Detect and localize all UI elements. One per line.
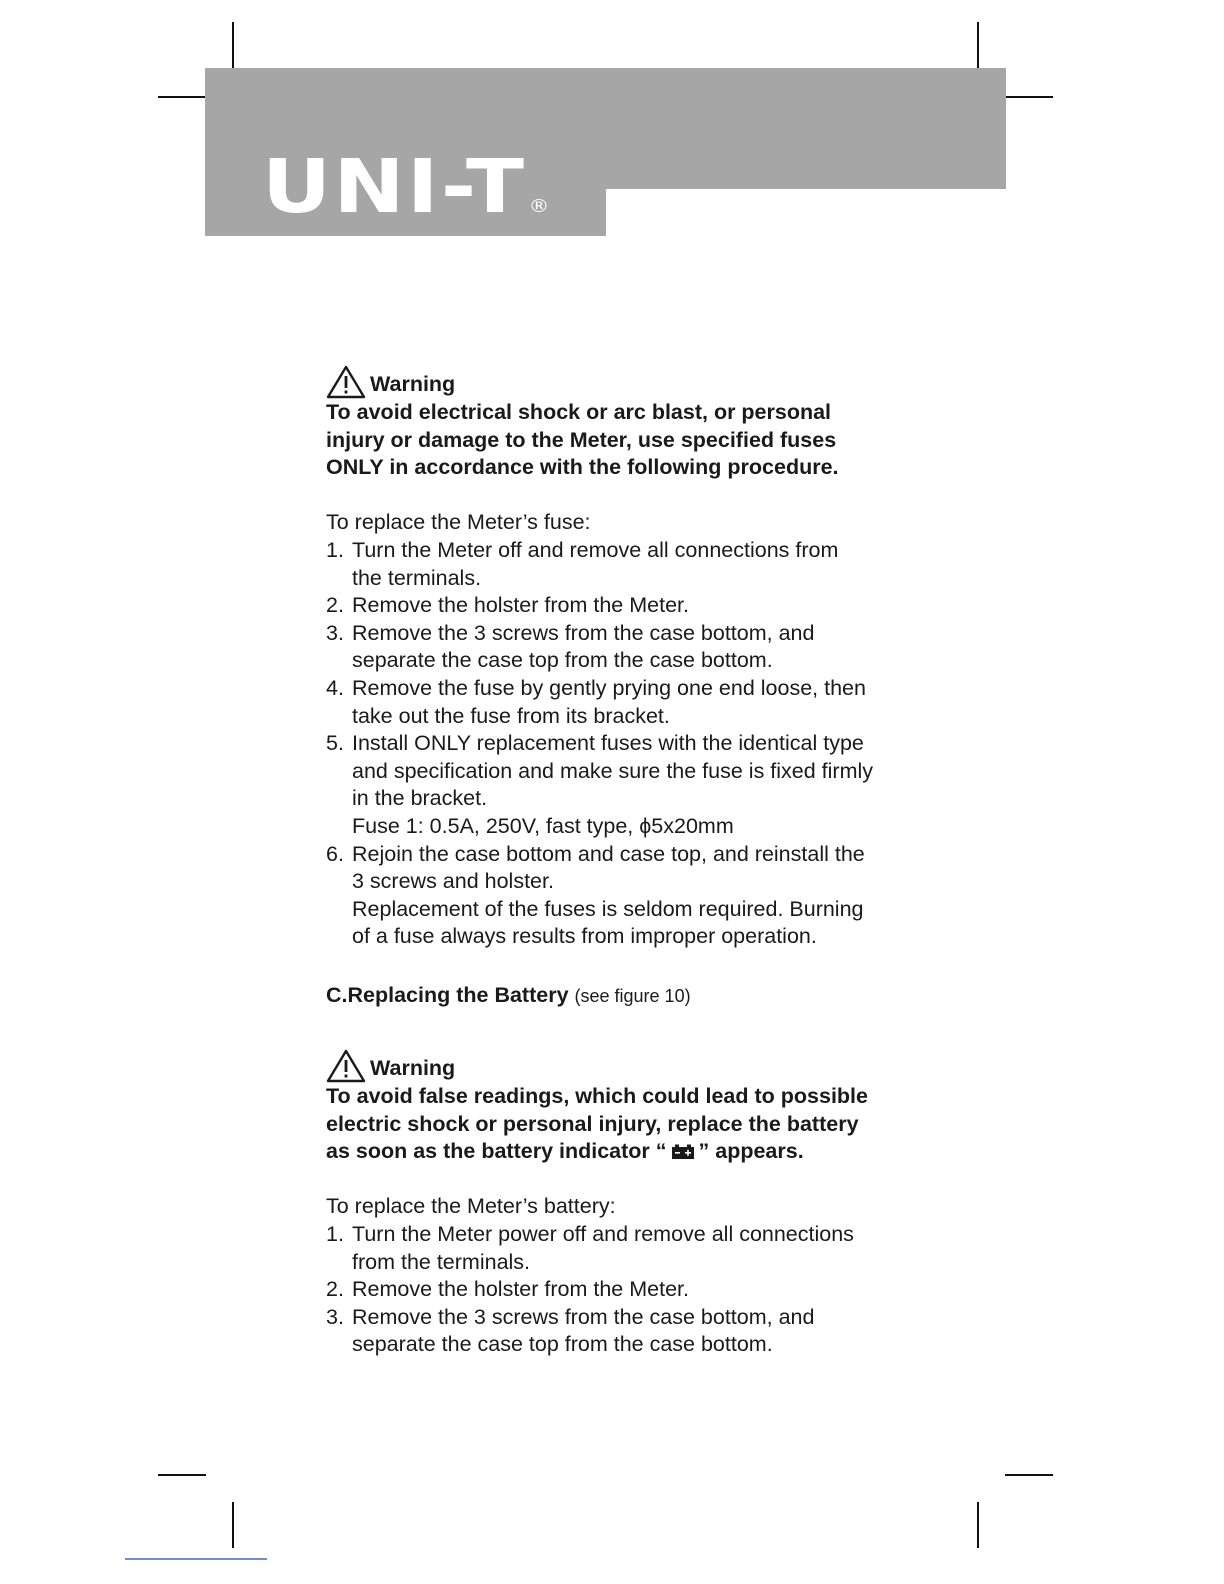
battery-section-heading <box>326 982 926 1011</box>
step-line: separate the case top from the case bottom. <box>352 648 773 673</box>
warning-line: injury or damage to the Meter, use specified fuses <box>326 427 837 452</box>
step-line: Rejoin the case bottom and case top, and reinstall the <box>352 841 865 866</box>
section-title: C.Replacing the Battery <box>326 983 569 1008</box>
step-number: 4. <box>326 675 344 700</box>
registered-mark: ® <box>528 196 552 217</box>
crop-mark <box>232 22 234 68</box>
step-number: 6. <box>326 841 344 866</box>
battery-intro: To replace the Meter’s battery: <box>326 1194 616 1219</box>
fuse-step-1 <box>326 537 926 592</box>
battery-icon <box>671 1144 695 1160</box>
footer-underline <box>125 1558 267 1560</box>
step-line: in the bracket. <box>352 786 488 811</box>
warning-line: To avoid false readings, which could lead to possible <box>326 1084 868 1109</box>
battery-step-3 <box>326 1304 926 1359</box>
step-line: of a fuse always results from improper operation. <box>352 924 817 949</box>
fuse-warning-text <box>326 399 926 482</box>
warning-title: Warning <box>370 1056 456 1081</box>
step-number: 5. <box>326 731 344 756</box>
warning-line: To avoid electrical shock or arc blast, or personal <box>326 400 832 424</box>
fuse-step-4 <box>326 675 926 730</box>
step-line: the terminals. <box>352 565 482 590</box>
step-line: Turn the Meter off and remove all connections from <box>352 537 839 562</box>
step-number: 1. <box>326 537 344 562</box>
step-line: Remove the holster from the Meter. <box>352 1277 689 1302</box>
battery-warning-text <box>326 1083 926 1166</box>
manual-content <box>326 365 926 1359</box>
fuse-intro: To replace the Meter’s fuse: <box>326 510 591 535</box>
fuse-spec: Fuse 1: 0.5A, 250V, fast type, ϕ5x20mm <box>352 813 734 838</box>
step-number: 2. <box>326 593 344 618</box>
warning-triangle-icon <box>326 1049 366 1083</box>
step-line: Replacement of the fuses is seldom required. Burning <box>352 896 864 921</box>
step-line: Remove the holster from the Meter. <box>352 593 689 618</box>
step-line: take out the fuse from its bracket. <box>352 703 670 728</box>
warning-text-part: ” appears. <box>698 1139 804 1164</box>
step-line: and specification and make sure the fuse is fixed firmly <box>352 758 874 783</box>
step-number: 3. <box>326 1304 344 1329</box>
step-line: Remove the 3 screws from the case bottom, and <box>352 620 815 645</box>
figure-reference: (see figure 10) <box>574 986 691 1007</box>
fuse-step-2 <box>326 592 926 620</box>
fuse-step-3 <box>326 620 926 675</box>
step-line: Install ONLY replacement fuses with the identical type <box>352 731 864 756</box>
crop-mark <box>232 1502 234 1548</box>
step-line: Remove the fuse by gently prying one end loose, then <box>352 675 866 700</box>
warning-triangle-icon <box>326 365 366 399</box>
battery-warning-heading <box>326 1049 926 1083</box>
warning-text-part: as soon as the battery indicator “ <box>326 1139 667 1164</box>
brand-logo <box>262 144 552 230</box>
step-line: separate the case top from the case bottom. <box>352 1332 773 1357</box>
step-line: 3 screws and holster. <box>352 869 554 894</box>
fuse-warning-heading <box>326 365 926 399</box>
fuse-step-5 <box>326 730 926 840</box>
battery-step-1 <box>326 1221 926 1276</box>
crop-mark <box>158 96 206 98</box>
warning-line <box>326 1138 926 1166</box>
step-line: Turn the Meter power off and remove all connections <box>352 1222 854 1247</box>
battery-step-2 <box>326 1276 926 1304</box>
warning-line: electric shock or personal injury, replace the battery <box>326 1111 859 1136</box>
step-number: 3. <box>326 620 344 645</box>
step-number: 2. <box>326 1277 344 1302</box>
step-number: 1. <box>326 1222 344 1247</box>
crop-mark <box>1005 96 1053 98</box>
step-line: from the terminals. <box>352 1249 531 1274</box>
crop-mark <box>977 22 979 68</box>
crop-mark <box>1005 1474 1053 1476</box>
crop-mark <box>977 1502 979 1548</box>
warning-line: ONLY in accordance with the following procedure. <box>326 455 839 480</box>
step-line: Remove the 3 screws from the case bottom, and <box>352 1304 815 1329</box>
fuse-step-6 <box>326 841 926 951</box>
logo-text: UNI-T <box>262 144 527 230</box>
crop-mark <box>158 1474 206 1476</box>
warning-title: Warning <box>370 372 456 397</box>
